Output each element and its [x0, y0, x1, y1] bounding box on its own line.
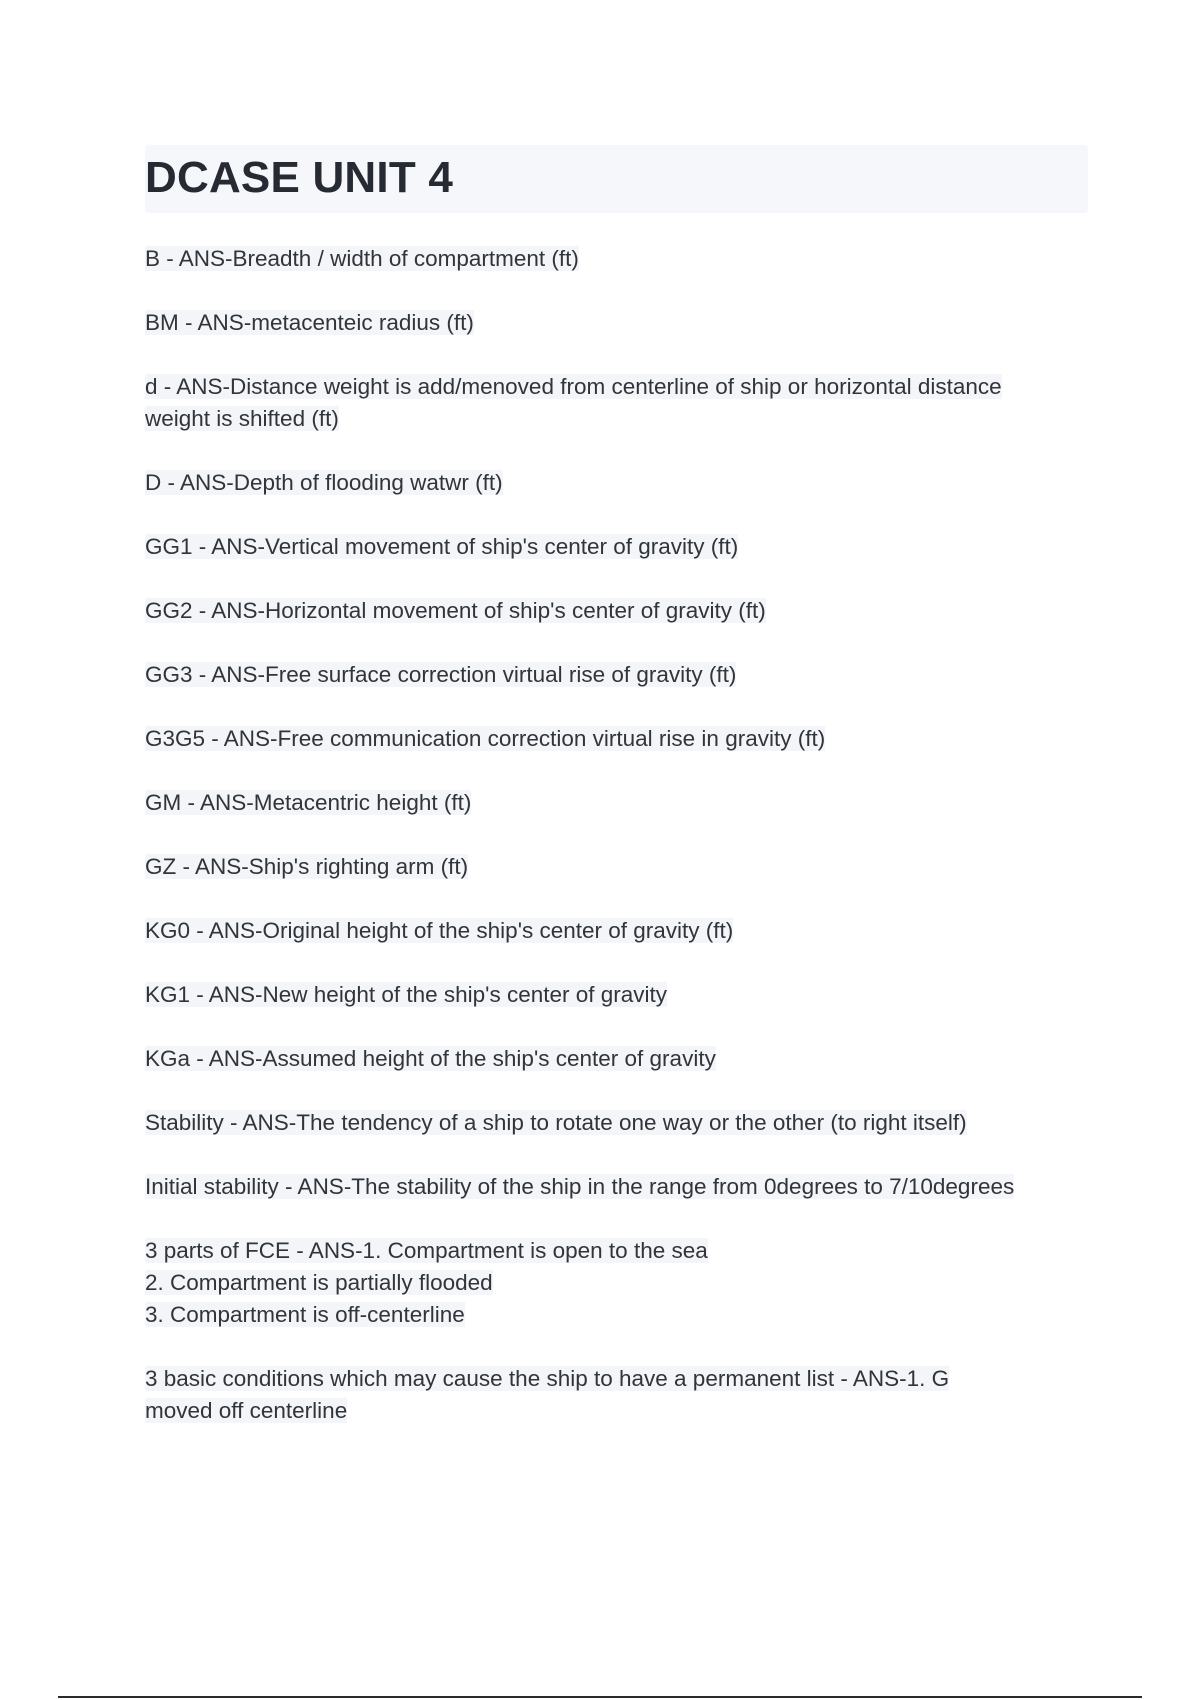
list-item	[145, 723, 1105, 755]
list-item	[145, 1043, 1105, 1075]
list-item	[145, 915, 1105, 947]
list-item	[145, 307, 1105, 339]
list-item	[145, 979, 1105, 1011]
qa-list	[145, 243, 1105, 1459]
bottom-divider	[58, 1696, 1142, 1698]
qa-text-line: weight is shifted (ft)	[145, 406, 339, 431]
list-item	[145, 371, 1105, 435]
list-item	[145, 787, 1105, 819]
qa-text: GG1 - ANS-Vertical movement of ship's center of gravity (ft)	[145, 534, 739, 559]
qa-text: KG0 - ANS-Original height of the ship's center of gravity (ft)	[145, 918, 734, 943]
list-item	[145, 1363, 1105, 1427]
qa-text: GG3 - ANS-Free surface correction virtual rise of gravity (ft)	[145, 662, 737, 687]
qa-text: D - ANS-Depth of flooding watwr (ft)	[145, 470, 503, 495]
list-item	[145, 467, 1105, 499]
qa-text: GM - ANS-Metacentric height (ft)	[145, 790, 472, 815]
qa-text: GG2 - ANS-Horizontal movement of ship's center of gravity (ft)	[145, 598, 766, 623]
list-item	[145, 659, 1105, 691]
qa-text-line: 3 basic conditions which may cause the ship to have a permanent list - ANS-1. G	[145, 1366, 950, 1391]
qa-text: G3G5 - ANS-Free communication correction virtual rise in gravity (ft)	[145, 726, 826, 751]
list-item	[145, 1171, 1105, 1203]
qa-text-line: 3. Compartment is off-centerline	[145, 1302, 465, 1327]
qa-text: BM - ANS-metacenteic radius (ft)	[145, 310, 474, 335]
qa-text-line: moved off centerline	[145, 1398, 348, 1423]
qa-text-line: 2. Compartment is partially flooded	[145, 1270, 493, 1295]
qa-text: Initial stability - ANS-The stability of the ship in the range from 0degrees to 7/10degrees	[145, 1174, 1015, 1199]
qa-text: B - ANS-Breadth / width of compartment (ft)	[145, 246, 579, 271]
qa-text-line: 3 parts of FCE - ANS-1. Compartment is open to the sea	[145, 1238, 708, 1263]
list-item	[145, 243, 1105, 275]
list-item	[145, 531, 1105, 563]
list-item	[145, 1235, 1105, 1331]
list-item	[145, 851, 1105, 883]
qa-text: KGa - ANS-Assumed height of the ship's center of gravity	[145, 1046, 716, 1071]
qa-text: GZ - ANS-Ship's righting arm (ft)	[145, 854, 469, 879]
qa-text-line: d - ANS-Distance weight is add/menoved from centerline of ship or horizontal distance	[145, 374, 1002, 399]
list-item	[145, 595, 1105, 627]
page-title: DCASE UNIT 4	[145, 153, 453, 202]
qa-text: Stability - ANS-The tendency of a ship to rotate one way or the other (to right itself)	[145, 1110, 967, 1135]
qa-text: KG1 - ANS-New height of the ship's center of gravity	[145, 982, 668, 1007]
list-item	[145, 1107, 1105, 1139]
